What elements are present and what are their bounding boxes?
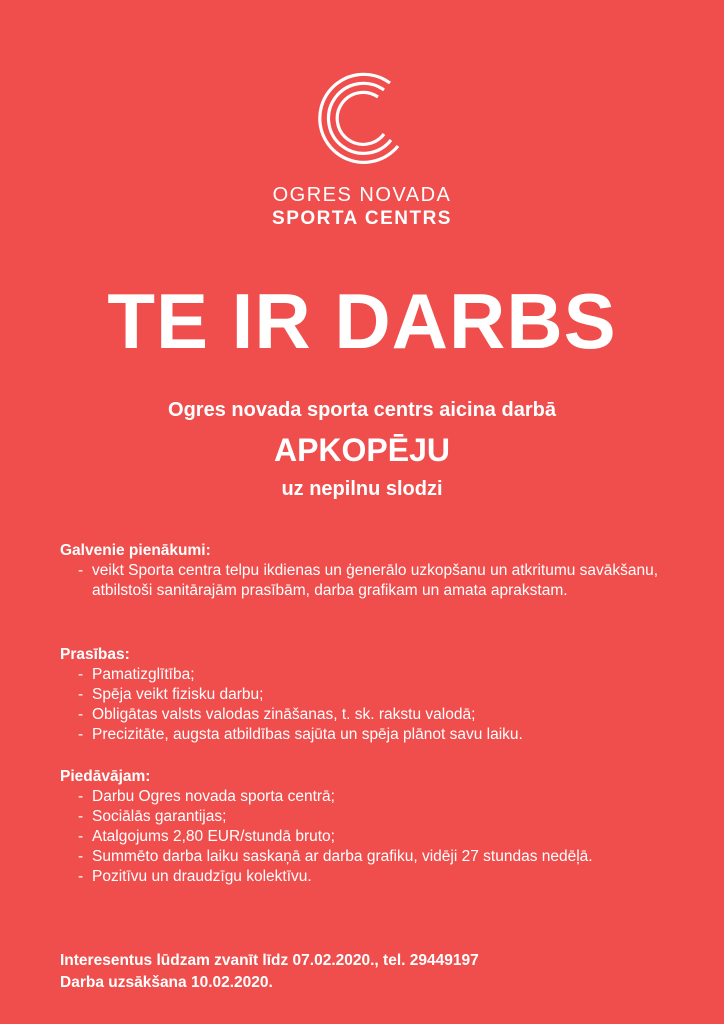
headline: TE IR DARBS	[107, 277, 617, 365]
list-item: - Precizitāte, augsta atbildības sajūta un spēja plānot savu laiku.	[78, 725, 670, 745]
list-item: - Darbu Ogres novada sporta centrā;	[78, 787, 670, 807]
duties-section	[60, 541, 670, 601]
list-item: - Sociālās garantijas;	[78, 807, 670, 827]
list-item: - Pamatizglītība;	[78, 665, 670, 685]
offer-section	[60, 767, 670, 887]
offer-title: Piedāvājam:	[60, 768, 151, 785]
org-name-line1: OGRES NOVADA	[272, 184, 452, 206]
list-item: - Pozitīvu un draudzīgu kolektīvu.	[78, 867, 670, 887]
duties-list	[60, 561, 670, 601]
position-title: APKOPĒJU	[273, 432, 451, 468]
requirements-list	[60, 665, 670, 745]
list-item: - Atalgojums 2,80 EUR/stundā bruto;	[78, 827, 670, 847]
list-item: - Summēto darba laiku saskaņā ar darba grafiku, vidēji 27 stundas nedēļā.	[78, 847, 670, 867]
start-date-line: Darba uzsākšana 10.02.2020.	[60, 974, 273, 991]
invite-text: Ogres novada sporta centrs aicina darbā	[168, 399, 556, 421]
workload-text: uz nepilnu slodzi	[281, 478, 443, 500]
contact-footer	[60, 950, 680, 994]
list-item: - Spēja veikt fizisku darbu;	[78, 685, 670, 705]
list-item: - veikt Sporta centra telpu ikdienas un ģenerālo uzkopšanu un atkritumu savākšanu, atbilstoši sanitārajām prasībām, darba grafikam un amata aprakstam.	[78, 561, 670, 601]
requirements-title: Prasības:	[60, 646, 130, 663]
list-item: - Obligātas valsts valodas zināšanas, t. sk. rakstu valodā;	[78, 705, 670, 725]
org-name-line2: SPORTA CENTRS	[272, 208, 452, 229]
requirements-section	[60, 645, 670, 745]
sports-center-c-logo-icon	[312, 68, 412, 168]
contact-line: Interesentus lūdzam zvanīt līdz 07.02.2020., tel. 29449197	[60, 952, 479, 969]
duties-title: Galvenie pienākumi:	[60, 542, 211, 559]
offer-list	[60, 787, 670, 887]
